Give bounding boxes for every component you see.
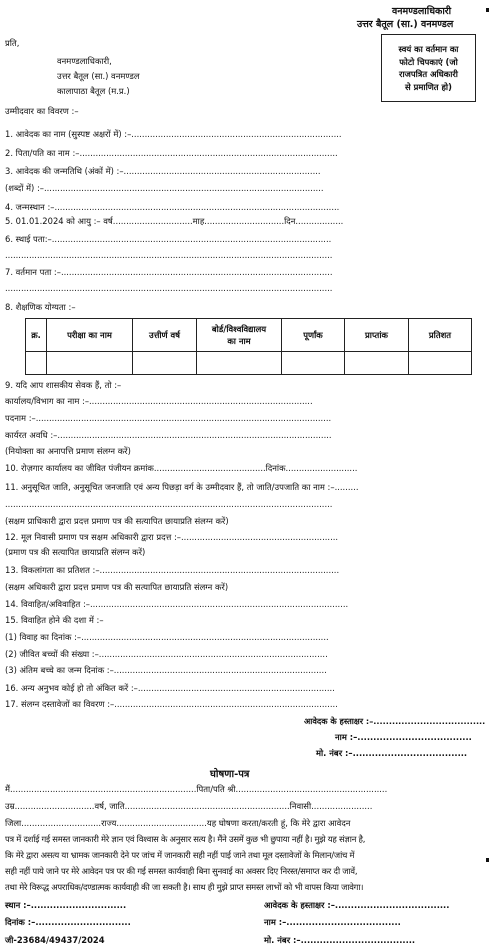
table-cell[interactable] [47,352,133,375]
form-line: 1. आवेदक का नाम (सुस्पष्ट अक्षरों में) :–............................................................................... [5,129,342,139]
form-line: ........................................................................................................................... [5,499,333,509]
address-line1: वनमण्डलाधिकारी, [57,56,112,66]
form-line: 10. रोज़गार कार्यालय का जीवित पंजीयन क्रमांक..........................................दिनांक........................... [5,463,358,473]
table-header-board: बोर्ड/विश्वविद्यालय [211,324,267,334]
declaration-line: तथा मेरे विरूद्ध अपराधिक/दण्डात्मक कार्यवाही की जा सकती है। साथ ही मुझे प्राप्त समस्त लाभों को भी वापस किया जावेगा। [5,882,364,892]
address-line2: उत्तर बैतूल (सा.) वनमण्डल [57,71,140,81]
section-title: उम्मीदवार का विवरण :– [5,106,79,116]
declaration-date: दिनांक :–.............................. [5,917,131,927]
photo-box [381,34,476,102]
declaration-line: उम्र..............................वर्ष, जाति..............................................................निवासी....................... [5,801,373,811]
table-cell[interactable] [282,352,345,375]
table-cell[interactable] [26,352,47,375]
applicant-name: नाम :–.................................... [335,732,472,742]
table-header-board-sub: का नाम [227,336,251,346]
table-header-cell: प्रतिशत [409,319,472,352]
table-cell[interactable] [345,352,409,375]
form-line: 4. जन्मस्थान :–........................................................................................................... [5,202,340,212]
form-line: ........................................................................................................................... [5,283,333,293]
form-line: 9. यदि आप शासकीय सेवक हैं, तो :– [5,380,122,390]
table-cell[interactable] [133,352,197,375]
photo-box-line: से प्रमाणित हो) [405,81,452,92]
form-line: 15. विवाहित होने की दशा में :– [5,615,104,625]
declaration-line: सही नहीं पाये जाने पर मेरे आवेदन पत्र पर की गई समस्त कार्यवाही बिना सुनवाई का अवसर दिए निरस्त/समाप्त कर दी जावें, [5,866,358,876]
table-cell[interactable] [197,352,282,375]
photo-box-line: फोटो चिपकाएं (जो [399,56,458,67]
scan-mark-top [486,8,489,12]
declaration-line: जिला..............................राज्य..................................यह घोषणा करता/करती हूं, कि मेरे द्वारा आवेदन [5,818,351,828]
form-line: कार्यालय/विभाग का नाम :–.................................................................................... [5,396,313,406]
table-cell[interactable] [409,352,472,375]
form-line: (1) विवाह का दिनांक :–............................................................................................. [5,632,329,642]
form-line: 16. अन्य अनुभव कोई हो तो अंकित करें :–.......................................................................... [5,683,335,693]
table-header-cell [197,319,282,352]
header-office: वनमण्डलाधिकारी [392,6,452,17]
form-line: 7. वर्तमान पता :–...................................................................................................... [5,267,333,277]
form-line: 3. आवेदक की जन्मतिथि (अंकों में) :–.......................................................................... [5,166,321,176]
form-line: (शब्दों में) :–......................................................................................................... [5,183,324,193]
scan-mark-bottom [486,858,489,862]
address-prati: प्रति, [5,38,20,48]
footer-code: जी-23684/49437/2024 [5,935,105,945]
form-line: 14. विवाहित/अविवाहित :–................................................................................................. [5,599,349,609]
form-line: (2) जीवित बच्चों की संख्या :–...................................................................................... [5,649,328,659]
address-line3: कालापाठा बैतूल (म.प्र.) [57,86,130,96]
form-line: ........................................................................................................................... [5,250,333,260]
form-line: 2. पिता/पति का नाम :–................................................................................................. [5,148,338,158]
form-line: 8. शैक्षणिक योग्यता :– [5,302,76,312]
form-line: 17. संलग्न दस्तावेजों का विवरण :–.................................................................................... [5,699,338,709]
table-header-cell: परीक्षा का नाम [47,319,133,352]
declaration-signature: आवेदक के हस्ताक्षर :–.................................... [264,900,450,910]
form-line: 11. अनुसूचित जाति, अनुसूचित जनजाति एवं अन्य पिछड़ा वर्ग के उम्मीदवार हैं, तो जाति/उपजाति का नाम :–......... [5,482,359,492]
table-header-cell: पूर्णांक [282,319,345,352]
form-line: 13. विकलांगता का प्रतिशत :–.......................................................................................... [5,565,340,575]
declaration-place: स्थान :–.............................. [5,900,127,910]
form-line: (नियोक्ता का अनापत्ति प्रमाण संलग्न करें) [5,446,131,456]
photo-box-line: राजपत्रित अधिकारी [399,69,458,79]
table-header-cell: उत्तीर्ण वर्ष [133,319,197,352]
declaration-line: मैं......................................................................पिता/पति श्री......................................................... [5,784,388,794]
table-header-cell: क्र. [26,319,47,352]
table-header-cell: प्राप्तांक [345,319,409,352]
form-line: 12. मूल निवासी प्रमाण पत्र सक्षम अधिकारी द्वारा प्रदत्त :–........................................................... [5,532,339,542]
form-line: (प्रमाण पत्र की सत्यापित छायाप्रति संलग्न करें) [5,547,146,557]
form-line: (सक्षम अधिकारी द्वारा प्रदत्त प्रमाण पत्र की सत्यापित छायाप्रति संलग्न करें) [5,582,229,592]
form-line: 5. 01.01.2024 को आयु :– वर्ष..............................माह..............................दिन.................. [5,216,344,226]
header-division: उत्तर बैतूल (सा.) वनमण्डल [357,19,454,30]
form-line: 6. स्थाई पता:–......................................................................................................... [5,234,332,244]
declaration-mobile: मो. नंबर :–.................................... [264,935,416,945]
form-line: पदनाम :–............................................................................................................... [5,413,332,423]
form-line: (सक्षम प्राधिकारी द्वारा प्रदत्त प्रमाण पत्र की सत्यापित छायाप्रति संलग्न करें) [5,516,229,526]
applicant-signature: आवेदक के हस्ताक्षर :–.................................... [304,716,486,726]
declaration-name: नाम :–.................................... [264,917,401,927]
declaration-line: पत्र में दर्शाई गई समस्त जानकारी मेरे ज्ञान एवं विश्वास के अनुसार सत्य है। मैंने उसमें कुछ भी छुपाया नहीं है। मुझे यह संज्ञान है, [5,834,366,844]
declaration-title: घोषणा-पत्र [210,769,250,780]
form-line: कार्यरत अवधि :–....................................................................................................... [5,430,332,440]
education-table [25,318,472,375]
form-line: (3) अंतिम बच्चे का जन्म दिनांक :–................................................................................ [5,665,327,675]
applicant-mobile: मो. नंबर :–.................................... [316,748,468,758]
photo-box-line: स्वयं का वर्तमान का [398,44,459,54]
education-table-header [26,319,472,352]
declaration-line: कि मेरे द्वारा असत्य या भ्रामक जानकारी देने पर जांच में जानकारी सही नहीं पाई जाने तथा मूल दस्तावेजों के मिलान/जांच में [5,850,355,860]
table-row [26,352,472,375]
